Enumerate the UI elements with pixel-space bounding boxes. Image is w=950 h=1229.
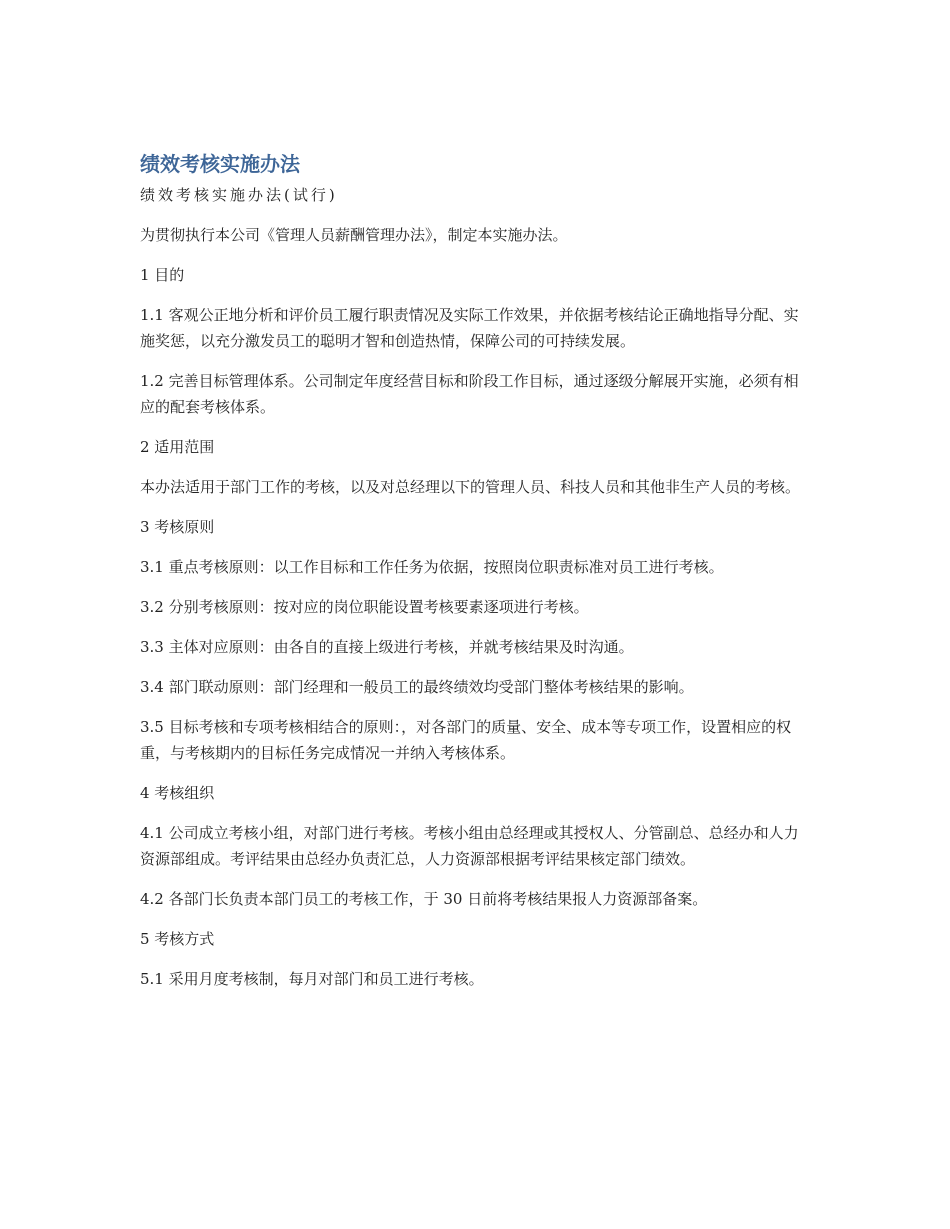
- paragraph-4-2: 4.2 各部门长负责本部门员工的考核工作，于 30 日前将考核结果报人力资源部备案。: [140, 890, 708, 908]
- paragraph-1-2: 1.2 完善目标管理体系。公司制定年度经营目标和阶段工作目标，通过逐级分解展开实施，必须有相应的配套考核体系。: [140, 372, 799, 416]
- paragraph-1-1: 1.1 客观公正地分析和评价员工履行职责情况及实际工作效果，并依据考核结论正确地指导分配、实施奖惩，以充分激发员工的聪明才智和创造热情，保障公司的可持续发展。: [140, 306, 799, 350]
- paragraph-3-4: 3.4 部门联动原则：部门经理和一般员工的最终绩效均受部门整体考核结果的影响。: [140, 678, 694, 696]
- paragraph-3-5: 3.5 目标考核和专项考核相结合的原则：，对各部门的质量、安全、成本等专项工作，设置相应的权重，与考核期内的目标任务完成情况一并纳入考核体系。: [140, 718, 792, 762]
- document-page: [140, 148, 812, 992]
- paragraph-3-1: 3.1 重点考核原则：以工作目标和工作任务为依据，按照岗位职责标准对员工进行考核。: [140, 558, 724, 576]
- section-heading-purpose: 1 目的: [140, 266, 185, 284]
- paragraph-5-1: 5.1 采用月度考核制，每月对部门和员工进行考核。: [140, 970, 484, 988]
- document-title: 绩效考核实施办法: [140, 152, 300, 176]
- paragraph-3-3: 3.3 主体对应原则：由各自的直接上级进行考核，并就考核结果及时沟通。: [140, 638, 634, 656]
- section-heading-scope: 2 适用范围: [140, 438, 215, 456]
- intro-paragraph: 为贯彻执行本公司《管理人员薪酬管理办法》，制定本实施办法。: [140, 226, 568, 244]
- section-heading-organization: 4 考核组织: [140, 784, 215, 802]
- document-subtitle: 绩效考核实施办法(试行): [140, 186, 338, 204]
- section-heading-method: 5 考核方式: [140, 930, 215, 948]
- paragraph-4-1: 4.1 公司成立考核小组，对部门进行考核。考核小组由总经理或其授权人、分管副总、总经办和人力资源部组成。考评结果由总经办负责汇总，人力资源部根据考评结果核定部门绩效。: [140, 824, 799, 868]
- section-heading-principles: 3 考核原则: [140, 518, 215, 536]
- paragraph-scope: 本办法适用于部门工作的考核，以及对总经理以下的管理人员、科技人员和其他非生产人员的考核。: [140, 478, 801, 496]
- paragraph-3-2: 3.2 分别考核原则：按对应的岗位职能设置考核要素逐项进行考核。: [140, 598, 589, 616]
